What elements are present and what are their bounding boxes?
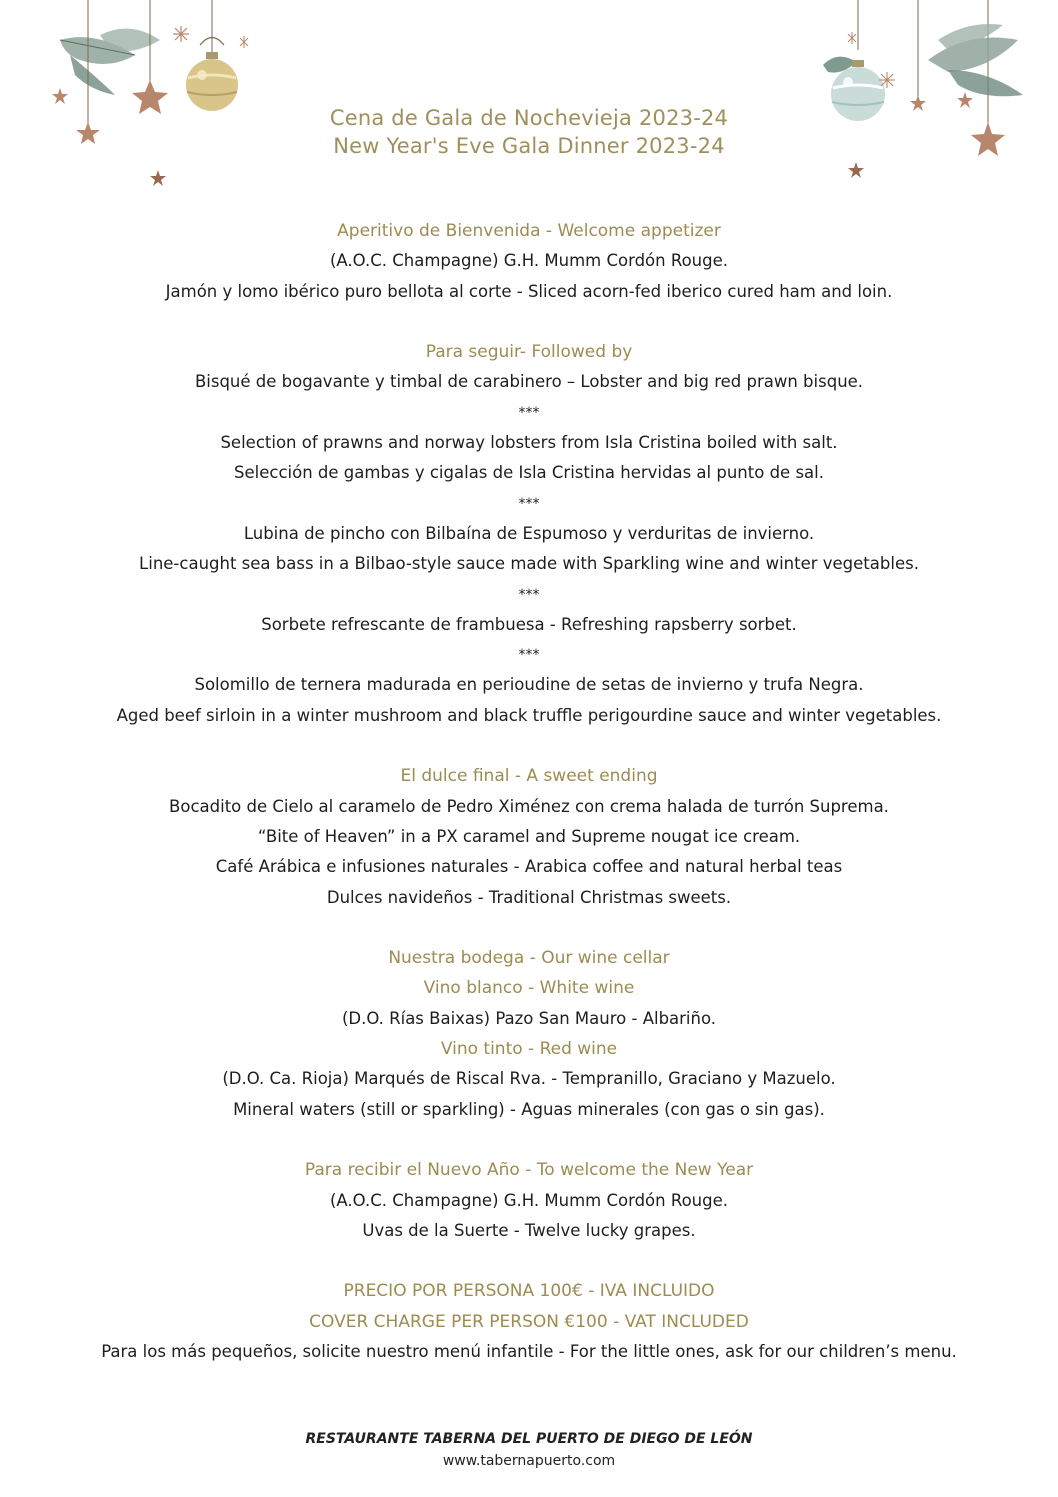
- leaf-icon: [60, 29, 160, 95]
- section-heading-bodega: Nuestra bodega - Our wine cellar: [388, 948, 670, 969]
- subheading-white-wine: Vino blanco - White wine: [423, 978, 635, 999]
- menu-item: (A.O.C. Champagne) G.H. Mumm Cordón Rouge.: [329, 1190, 728, 1210]
- website-link[interactable]: www.tabernapuerto.com: [442, 1453, 616, 1469]
- menu-title-block: [0, 104, 1058, 160]
- menu-item: Uvas de la Suerte - Twelve lucky grapes.: [362, 1220, 696, 1240]
- wine-item: (D.O. Ca. Rioja) Marqués de Riscal Rva. - Tempranillo, Graciano y Mazuelo.: [222, 1069, 836, 1089]
- menu-item: Selección de gambas y cigalas de Isla Cristina hervidas al punto de sal.: [234, 463, 824, 483]
- christmas-decoration-right: [798, 0, 1028, 200]
- menu-body: [0, 216, 1058, 1367]
- star-icon: [848, 162, 864, 178]
- star-icon: [150, 170, 166, 186]
- menu-item: Line-caught sea bass in a Bilbao-style sauce made with Sparkling wine and winter vegetables.: [139, 554, 919, 574]
- snowflake-icon: [240, 36, 248, 48]
- menu-item: Dulces navideños - Traditional Christmas sweets.: [326, 887, 732, 907]
- menu-item: Aged beef sirloin in a winter mushroom and black truffle perigourdine sauce and winter vegetables.: [116, 705, 942, 725]
- menu-title-spanish: Cena de Gala de Nochevieja 2023-24: [329, 106, 729, 130]
- subheading-red-wine: Vino tinto - Red wine: [440, 1039, 618, 1060]
- section-heading-seguir: Para seguir- Followed by: [425, 342, 633, 363]
- course-separator: ***: [518, 495, 540, 512]
- menu-item: (A.O.C. Champagne) G.H. Mumm Cordón Rouge.: [329, 251, 728, 271]
- course-separator: ***: [518, 647, 540, 664]
- snowflake-icon: [879, 72, 895, 88]
- section-heading-dulce: El dulce final - A sweet ending: [400, 766, 658, 787]
- menu-title-english: New Year's Eve Gala Dinner 2023-24: [333, 134, 725, 158]
- menu-item: Sorbete refrescante de frambuesa - Refreshing rapsberry sorbet.: [261, 614, 797, 634]
- snowflake-icon: [173, 26, 189, 42]
- footer: [0, 1428, 1058, 1472]
- menu-item: “Bite of Heaven” in a PX caramel and Supreme nougat ice cream.: [257, 826, 801, 846]
- menu-item: Bocadito de Cielo al caramelo de Pedro Ximénez con crema halada de turrón Suprema.: [169, 796, 889, 816]
- leaf-icon: [928, 24, 1023, 96]
- wine-item: (D.O. Rías Baixas) Pazo San Mauro - Albariño.: [341, 1008, 717, 1028]
- snowflake-icon: [848, 32, 856, 44]
- menu-item: Café Arábica e infusiones naturales - Arabica coffee and natural herbal teas: [215, 857, 843, 877]
- price-spanish: PRECIO POR PERSONA 100€ - IVA INCLUIDO: [343, 1281, 715, 1302]
- menu-item: Selection of prawns and norway lobsters from Isla Cristina boiled with salt.: [220, 433, 838, 453]
- section-heading-nuevo-ano: Para recibir el Nuevo Año - To welcome the New Year: [304, 1160, 754, 1181]
- menu-item: Bisqué de bogavante y timbal de carabinero – Lobster and big red prawn bisque.: [194, 372, 864, 392]
- christmas-decoration-left: [40, 0, 270, 200]
- menu-item: Solomillo de ternera madurada en perioudine de setas de invierno y trufa Negra.: [194, 675, 864, 695]
- course-separator: ***: [518, 404, 540, 421]
- price-english: COVER CHARGE PER PERSON €100 - VAT INCLUDED: [309, 1311, 749, 1332]
- restaurant-name: RESTAURANTE TABERNA DEL PUERTO DE DIEGO DE LEÓN: [305, 1431, 753, 1447]
- menu-item: Lubina de pincho con Bilbaína de Espumoso y verduritas de invierno.: [243, 523, 815, 543]
- section-heading-aperitivo: Aperitivo de Bienvenida - Welcome appetizer: [337, 221, 721, 241]
- menu-item: Jamón y lomo ibérico puro bellota al corte - Sliced acorn-fed iberico cured ham and loin.: [165, 281, 893, 301]
- star-icon: [52, 88, 68, 104]
- childrens-menu-note: Para los más pequeños, solicite nuestro menú infantile - For the little ones, ask for our children’s menu.: [101, 1341, 957, 1361]
- water-item: Mineral waters (still or sparkling) - Aguas minerales (con gas o sin gas).: [233, 1099, 825, 1119]
- course-separator: ***: [518, 586, 540, 603]
